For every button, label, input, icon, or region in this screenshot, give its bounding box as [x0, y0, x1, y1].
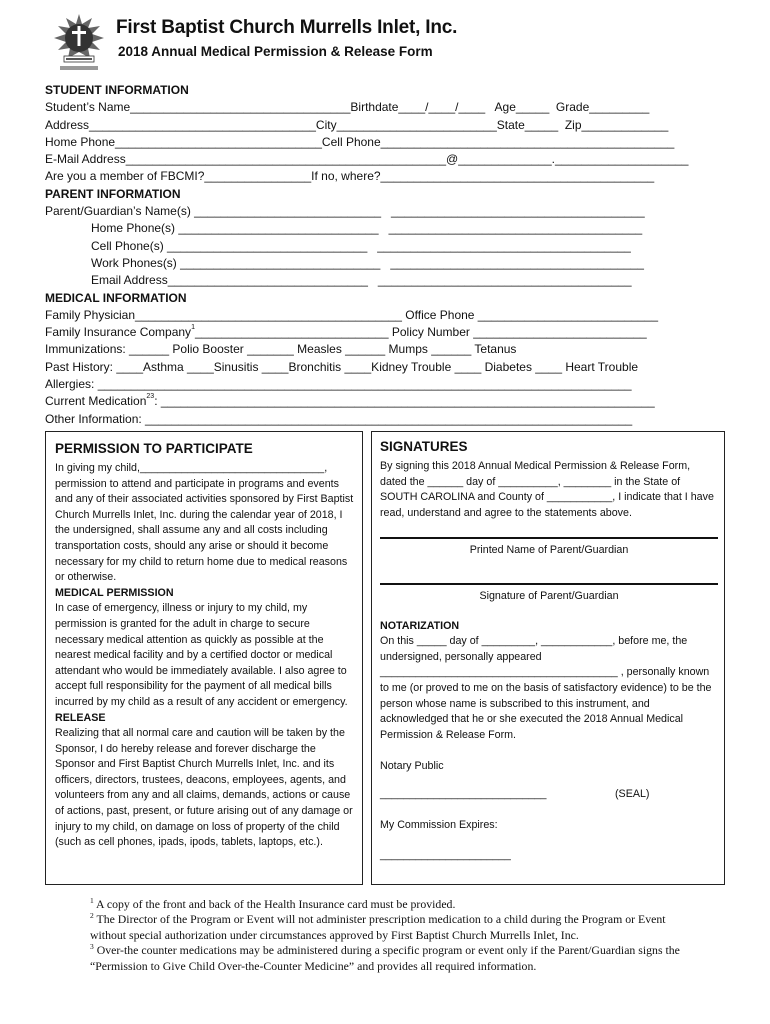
guardian-email-line[interactable]: Email Address______________________________ ______________________________________	[91, 273, 632, 288]
student-name-line[interactable]: Student’s Name_________________________________Birthdate____/____/____ Age_____ Grade_________	[45, 100, 650, 115]
history-line[interactable]: Past History: ____Asthma ____Sinusitis ____Bronchitis ____Kidney Trouble ____ Diabetes ____ Heart Trouble	[45, 359, 639, 374]
insurance-label: Family Insurance Company	[45, 325, 192, 340]
footnote-ref-1: 1	[191, 324, 195, 332]
insurance-fields: _____________________________ Policy Number __________________________	[194, 325, 647, 340]
footnote-1-num: 1	[90, 896, 94, 905]
other-info-line[interactable]: Other Information: _________________________________________________________________________	[45, 411, 633, 426]
notarization-heading: NOTARIZATION	[380, 619, 460, 632]
student-heading: STUDENT INFORMATION	[45, 83, 189, 97]
guardian-cell-phone-line[interactable]: Cell Phone(s) ______________________________ ______________________________________	[91, 238, 631, 253]
church-logo	[46, 10, 112, 76]
info-form	[45, 82, 725, 428]
medical-permission-text: In case of emergency, illness or injury to my child, my permission is granted for the adult in charge to secure necessary medical attention as quickly as possible at the nearest medical facility and by a certified doctor or medical attendant who would be immediately available. I also agree to accept full responsibility for the payment of all medical bills incurred by my child as a result of any accident or emergency.	[55, 602, 348, 708]
seal-label: (SEAL)	[615, 787, 650, 800]
immunizations-line[interactable]: Immunizations: ______ Polio Booster _______ Measles ______ Mumps ______ Tetanus	[45, 342, 517, 357]
footnote-1	[90, 897, 690, 912]
allergies-line[interactable]: Allergies: ________________________________________________________________________________	[45, 377, 632, 392]
footnote-3-text: Over-the counter medications may be administered during a specific program or event only if the Parent/Guardian signs the “Permission to Give Child Over-the-Counter Medicine” and provides all required information.	[90, 943, 680, 973]
page-title: First Baptist Church Murrells Inlet, Inc.	[116, 17, 458, 38]
guardian-home-phone-line[interactable]: Home Phone(s) ______________________________ ______________________________________	[91, 221, 643, 236]
notarization-text-2: ________________________________________ , personally known to me (or proved to me on the basis of satisfactory evidence) to be the person whose name is subscribed to this instrument, and acknowledged that he or she executed the 2018 Annual Medical Permission & Release Form.	[380, 666, 712, 741]
footnote-2-text: The Director of the Program or Event will not administer prescription medication to a child during the Program or Event without special authorization under circumstances approved by First Baptist Church Murrells Inlet, Inc.	[90, 912, 666, 942]
permission-box	[45, 431, 363, 885]
footnote-3	[90, 943, 690, 974]
signature-line[interactable]	[380, 583, 718, 585]
notary-public-label: Notary Public	[380, 760, 444, 773]
parent-heading: PARENT INFORMATION	[45, 186, 181, 201]
guardian-name-line[interactable]: Parent/Guardian’s Name(s) ____________________________ ______________________________________	[45, 204, 645, 219]
physician-line[interactable]: Family Physician________________________________________ Office Phone ___________________________	[45, 307, 658, 322]
insurance-line[interactable]	[45, 324, 725, 341]
page-subtitle: 2018 Annual Medical Permission & Release Form	[118, 44, 433, 59]
medication-field: : __________________________________________________________________________	[154, 394, 655, 409]
permission-text: In giving my child,_______________________________, permission to attend and participate in programs and events and any of their associated activities sponsored by First Baptist Church Murrells Inlet, Inc. during the calendar year of 2018, I the undersigned, shall assume any and all costs including transportation costs, should any arise or should it become necessary for my child to return home due to medical reasons or otherwise.	[55, 462, 354, 584]
medication-label: Current Medication	[45, 394, 147, 409]
release-text: Realizing that all normal care and caution will be taken by the Sponsor, I do hereby release and forever discharge the Sponsor and First Baptist Church Murrells Inlet, Inc. and its officers, directors, trustees, deacons, employees, agents, and volunteers from any and all claims, demands, actions or cause of actions, past, present, or future arising out of any damage or injury to my child, on damage on loss of property of the child (such as cell phones, ipads, ipods, tablets, laptops, etc.).	[55, 727, 353, 849]
guardian-work-phone-line[interactable]: Work Phones(s) ______________________________ ______________________________________	[91, 255, 644, 270]
signature-label: Signature of Parent/Guardian	[479, 589, 619, 602]
member-line[interactable]: Are you a member of FBCMI?________________If no, where?_________________________________________	[45, 169, 655, 184]
signatures-box	[371, 431, 725, 885]
phone-line[interactable]: Home Phone_______________________________Cell Phone____________________________________________	[45, 134, 675, 149]
permission-heading: PERMISSION TO PARTICIPATE	[55, 441, 253, 456]
release-heading: RELEASE	[55, 711, 106, 724]
commission-line[interactable]: ______________________	[380, 848, 511, 861]
commission-label: My Commission Expires:	[380, 818, 498, 831]
footnote-2-num: 2	[90, 911, 94, 921]
signatures-heading: SIGNATURES	[380, 439, 468, 454]
signatures-text: By signing this 2018 Annual Medical Permission & Release Form, dated the ______ day of __________, ________ in the State of SOUTH CAROLINA and County of ___________, I indicate that I have read, understand and agree to the statements above.	[380, 460, 714, 519]
footnote-ref-23: 23	[146, 393, 155, 401]
printed-name-label: Printed Name of Parent/Guardian	[469, 544, 629, 557]
address-line[interactable]: Address__________________________________City________________________State_____ Zip_____________	[45, 117, 669, 132]
notarization-text-1: On this _____ day of _________, ____________, before me, the undersigned, personally appeared	[380, 635, 688, 663]
footnotes	[90, 897, 690, 974]
footnote-3-num: 3	[90, 942, 94, 952]
medical-heading: MEDICAL INFORMATION	[45, 290, 187, 305]
notary-signature-line[interactable]: ____________________________	[380, 787, 547, 800]
email-line[interactable]: E-Mail Address________________________________________________@______________.____________________	[45, 152, 689, 167]
medical-permission-heading: MEDICAL PERMISSION	[55, 586, 174, 599]
printed-name-line[interactable]	[380, 537, 718, 539]
medication-line[interactable]	[45, 393, 725, 410]
footnote-2	[90, 912, 690, 943]
footnote-1-text: A copy of the front and back of the Health Insurance card must be provided.	[93, 897, 456, 911]
